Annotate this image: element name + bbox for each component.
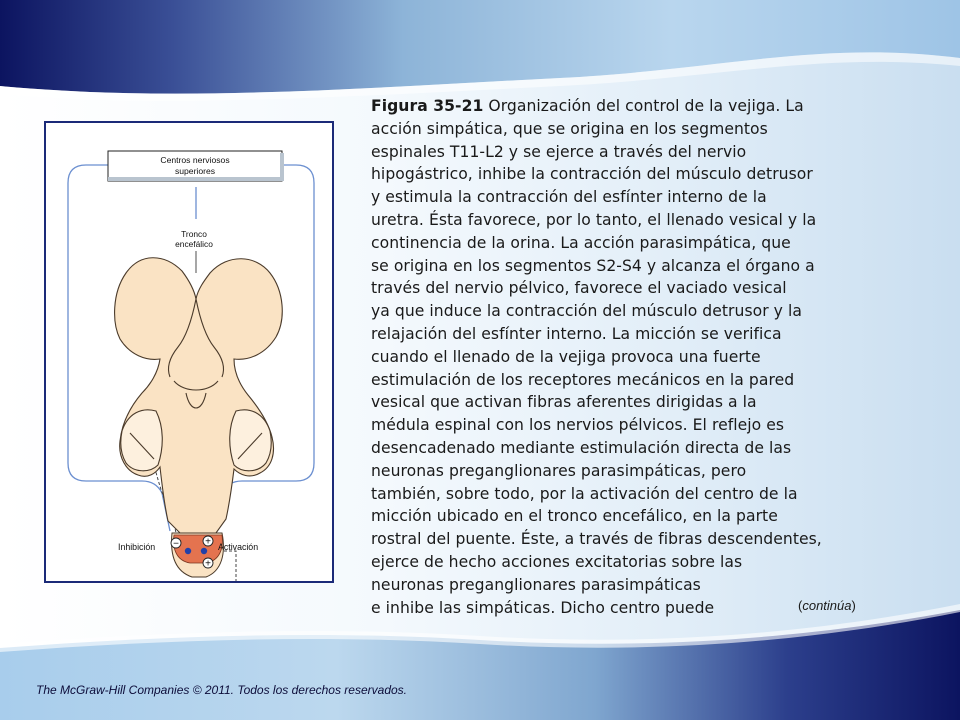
caption-line: y estimula la contracción del esfínter interno de la <box>371 188 767 207</box>
caption-line: través del nervio pélvico, favorece el vaciado vesical <box>371 279 787 298</box>
figure-caption <box>371 95 891 619</box>
minus-sign: − <box>173 538 179 550</box>
caption-line: desencadenado mediante estimulación directa de las <box>371 438 792 457</box>
brainstem-shape <box>115 258 283 533</box>
figure-title: Figura 35-21 <box>371 97 484 115</box>
caption-line: cuando el llenado de la vejiga provoca una fuerte <box>371 347 761 366</box>
caption-line: relajación del esfínter interno. La micción se verifica <box>371 324 782 343</box>
brainstem-label-2: encefálico <box>175 239 213 249</box>
continued-word: continúa <box>802 598 852 613</box>
higher-centers-label-2: superiores <box>174 166 216 176</box>
caption-line: se origina en los segmentos S2-S4 y alcanza el órgano a <box>371 256 815 275</box>
caption-line: vesical que activan fibras aferentes dirigidas a la <box>371 393 757 412</box>
caption-line: acción simpática, que se origina en los segmentos <box>371 119 768 138</box>
activation-label: Activación <box>218 542 259 552</box>
copyright-footer: The McGraw-Hill Companies © 2011. Todos los derechos reservados. <box>36 683 408 697</box>
higher-centers-box <box>108 151 284 181</box>
caption-line: espinales T11-L2 y se ejerce a través del nervio <box>371 142 747 161</box>
caption-line: neuronas preganglionares parasimpáticas <box>371 575 701 594</box>
caption-line: neuronas preganglionares parasimpáticas, pero <box>371 461 747 480</box>
caption-line: hipogástrico, inhibe la contracción del músculo detrusor <box>371 165 813 184</box>
brainstem-label-1: Tronco <box>181 229 207 239</box>
caption-line: ya que induce la contracción del músculo detrusor y la <box>371 302 802 321</box>
caption-line: e inhibe las simpáticas. Dicho centro puede <box>371 598 715 617</box>
caption-line: continencia de la orina. La acción parasimpática, que <box>371 233 791 252</box>
caption-line: micción ubicado en el tronco encefálico, en la parte <box>371 507 778 526</box>
neuron-left-dot <box>185 548 191 554</box>
caption-line: también, sobre todo, por la activación del centro de la <box>371 484 798 503</box>
caption-line: médula espinal con los nervios pélvicos. El reflejo es <box>371 416 785 435</box>
plus-sign-bottom: + <box>205 558 211 570</box>
continued-note: (continúa) <box>798 598 856 613</box>
caption-line: uretra. Ésta favorece, por lo tanto, el llenado vesical y la <box>371 210 817 229</box>
brainstem-illustration <box>46 123 332 581</box>
caption-line-0: Figura 35-21 Organización del control de la vejiga. La <box>371 97 804 115</box>
bladder-control-figure <box>44 121 334 583</box>
caption-line: ejerce de hecho acciones excitatorias sobre las <box>371 552 743 571</box>
caption-line: estimulación de los receptores mecánicos en la pared <box>371 370 795 389</box>
neuron-right-dot <box>201 548 207 554</box>
caption-line: rostral del puente. Éste, a través de fibras descendentes, <box>371 530 822 549</box>
plus-sign-top: + <box>205 536 211 548</box>
inhibition-label: Inhibición <box>118 542 156 552</box>
higher-centers-label-1: Centros nerviosos <box>160 155 230 165</box>
